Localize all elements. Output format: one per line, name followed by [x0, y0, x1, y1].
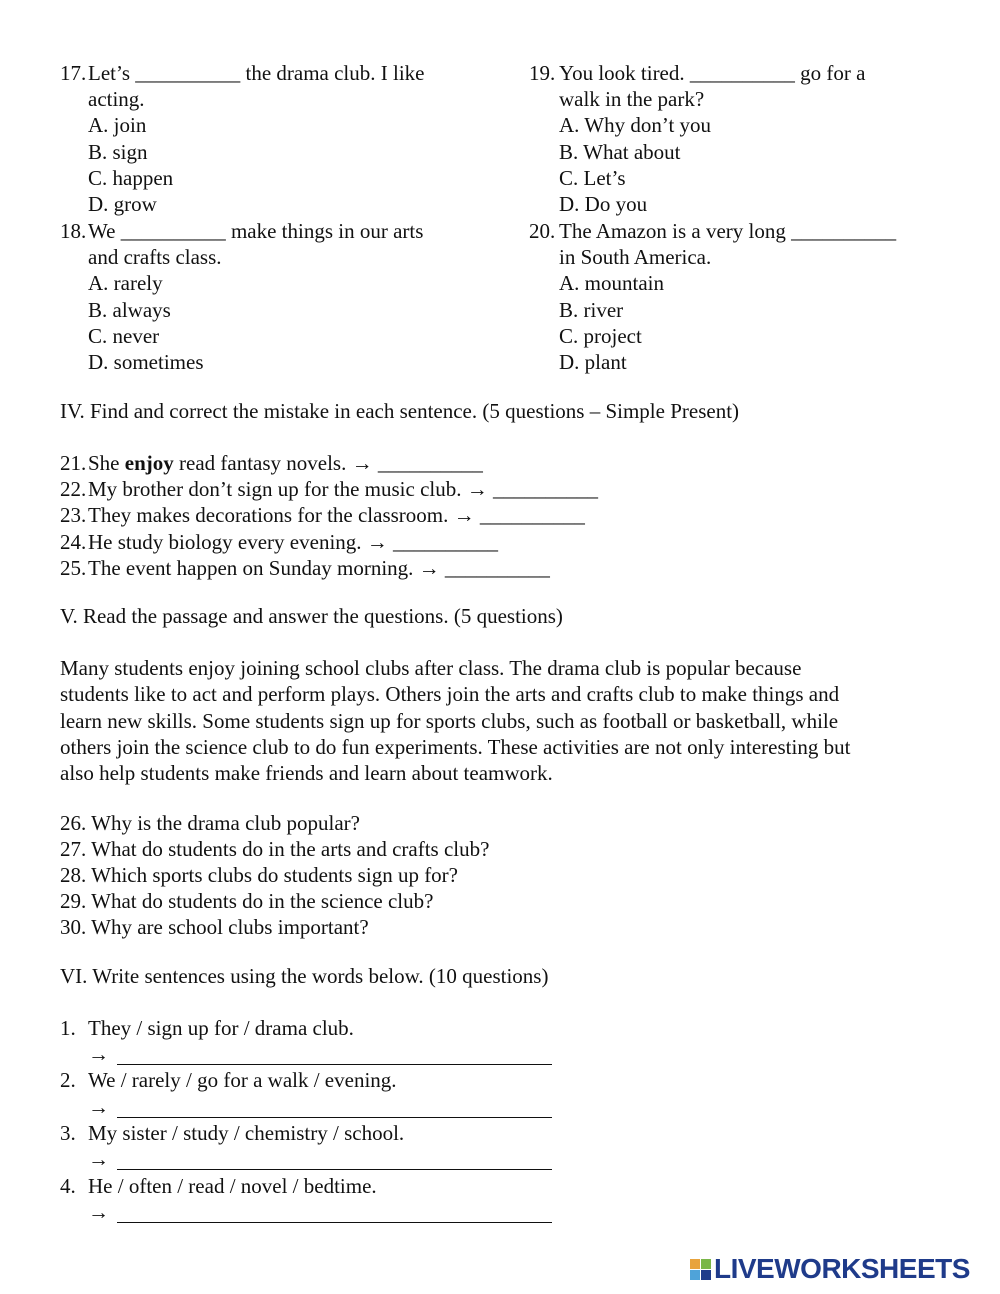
logo-tile	[690, 1259, 700, 1269]
option-d[interactable]: D. plant	[559, 350, 627, 374]
item-number: 1.	[60, 1016, 76, 1040]
answer-line[interactable]	[117, 1169, 552, 1170]
section-4-heading: IV. Find and correct the mistake in each sentence. (5 questions – Simple Present)	[60, 399, 740, 423]
reading-passage	[60, 655, 940, 786]
logo-tile	[701, 1270, 711, 1280]
question-number: 17.	[60, 61, 87, 85]
option-c[interactable]: C. happen	[88, 166, 174, 190]
section-6-heading: VI. Write sentences using the words below. (10 questions)	[60, 964, 549, 988]
passage-line: students like to act and perform plays. Others join the arts and crafts club to make things and	[60, 682, 840, 707]
word-prompt: They / sign up for / drama club.	[88, 1016, 354, 1040]
option-d[interactable]: D. sometimes	[88, 350, 204, 374]
question-number: 20.	[529, 219, 556, 243]
reading-question-27: 27. What do students do in the arts and crafts club?	[60, 837, 490, 861]
question-stem: We __________ make things in our arts	[88, 219, 424, 243]
reading-question-26: 26. Why is the drama club popular?	[60, 811, 360, 835]
logo-wordmark: LIVEWORKSHEETS	[714, 1253, 970, 1284]
option-b[interactable]: B. sign	[88, 140, 148, 164]
arrow-icon: →	[88, 1200, 109, 1224]
logo-tile	[701, 1259, 711, 1269]
word-prompt: My sister / study / chemistry / school.	[88, 1121, 405, 1145]
option-b[interactable]: B. always	[88, 298, 171, 322]
passage-line: also help students make friends and learn about teamwork.	[60, 761, 553, 786]
passage-line: Many students enjoy joining school clubs after class. The drama club is popular because	[60, 656, 802, 680]
question-number: 18.	[60, 219, 87, 243]
reading-question-30: 30. Why are school clubs important?	[60, 915, 369, 939]
question-stem: The Amazon is a very long __________	[559, 219, 897, 243]
liveworksheets-logo-icon	[690, 1259, 711, 1280]
sentence-start: She	[88, 451, 125, 475]
question-stem-continued: and crafts class.	[88, 245, 222, 269]
item-sentence[interactable]: The event happen on Sunday morning. → __________	[88, 556, 550, 580]
reading-question-28: 28. Which sports clubs do students sign up for?	[60, 863, 458, 887]
highlighted-word: enjoy	[124, 451, 174, 475]
item-number: 25.	[60, 556, 87, 580]
item-number: 23.	[60, 503, 87, 527]
question-stem-continued: walk in the park?	[559, 87, 705, 111]
section-5-heading: V. Read the passage and answer the questions. (5 questions)	[60, 604, 563, 628]
answer-line[interactable]	[117, 1064, 552, 1065]
liveworksheets-logo	[690, 1254, 970, 1284]
option-a[interactable]: A. rarely	[88, 271, 163, 295]
option-c[interactable]: C. Let’s	[559, 166, 626, 190]
question-stem: Let’s __________ the drama club. I like	[88, 61, 425, 85]
answer-line[interactable]	[117, 1222, 552, 1223]
question-stem: You look tired. __________ go for a	[559, 61, 866, 85]
option-a[interactable]: A. join	[88, 113, 147, 137]
sentence-end[interactable]: read fantasy novels. → __________	[173, 451, 483, 475]
item-number: 3.	[60, 1121, 76, 1145]
question-number: 19.	[529, 61, 556, 85]
passage-line: others join the science club to do fun experiments. These activities are not only interesting but	[60, 734, 851, 759]
option-c[interactable]: C. project	[559, 324, 642, 348]
word-prompt: We / rarely / go for a walk / evening.	[88, 1068, 397, 1092]
option-c[interactable]: C. never	[88, 324, 160, 348]
item-sentence[interactable]: He study biology every evening. → __________	[88, 530, 499, 554]
option-a[interactable]: A. mountain	[559, 271, 664, 295]
arrow-icon: →	[88, 1147, 109, 1171]
arrow-icon: →	[88, 1095, 109, 1119]
option-b[interactable]: B. river	[559, 298, 624, 322]
item-number: 21.	[60, 451, 87, 475]
item-number: 4.	[60, 1174, 76, 1198]
passage-line: learn new skills. Some students sign up for sports clubs, such as football or basketball, while	[60, 708, 839, 733]
item-sentence[interactable]: They makes decorations for the classroom. → __________	[88, 503, 585, 527]
option-b[interactable]: B. What about	[559, 140, 681, 164]
option-a[interactable]: A. Why don’t you	[559, 113, 712, 137]
arrow-icon: →	[88, 1042, 109, 1066]
option-d[interactable]: D. Do you	[559, 192, 648, 216]
option-d[interactable]: D. grow	[88, 192, 157, 216]
item-sentence	[88, 450, 483, 476]
logo-tile	[690, 1270, 700, 1280]
question-stem-continued: acting.	[88, 87, 145, 111]
item-number: 2.	[60, 1068, 76, 1092]
item-sentence[interactable]: My brother don’t sign up for the music club. → __________	[88, 477, 598, 501]
answer-line[interactable]	[117, 1117, 552, 1118]
item-number: 24.	[60, 530, 87, 554]
reading-question-29: 29. What do students do in the science club?	[60, 889, 434, 913]
item-number: 22.	[60, 477, 87, 501]
question-stem-continued: in South America.	[559, 245, 712, 269]
word-prompt: He / often / read / novel / bedtime.	[88, 1174, 377, 1198]
